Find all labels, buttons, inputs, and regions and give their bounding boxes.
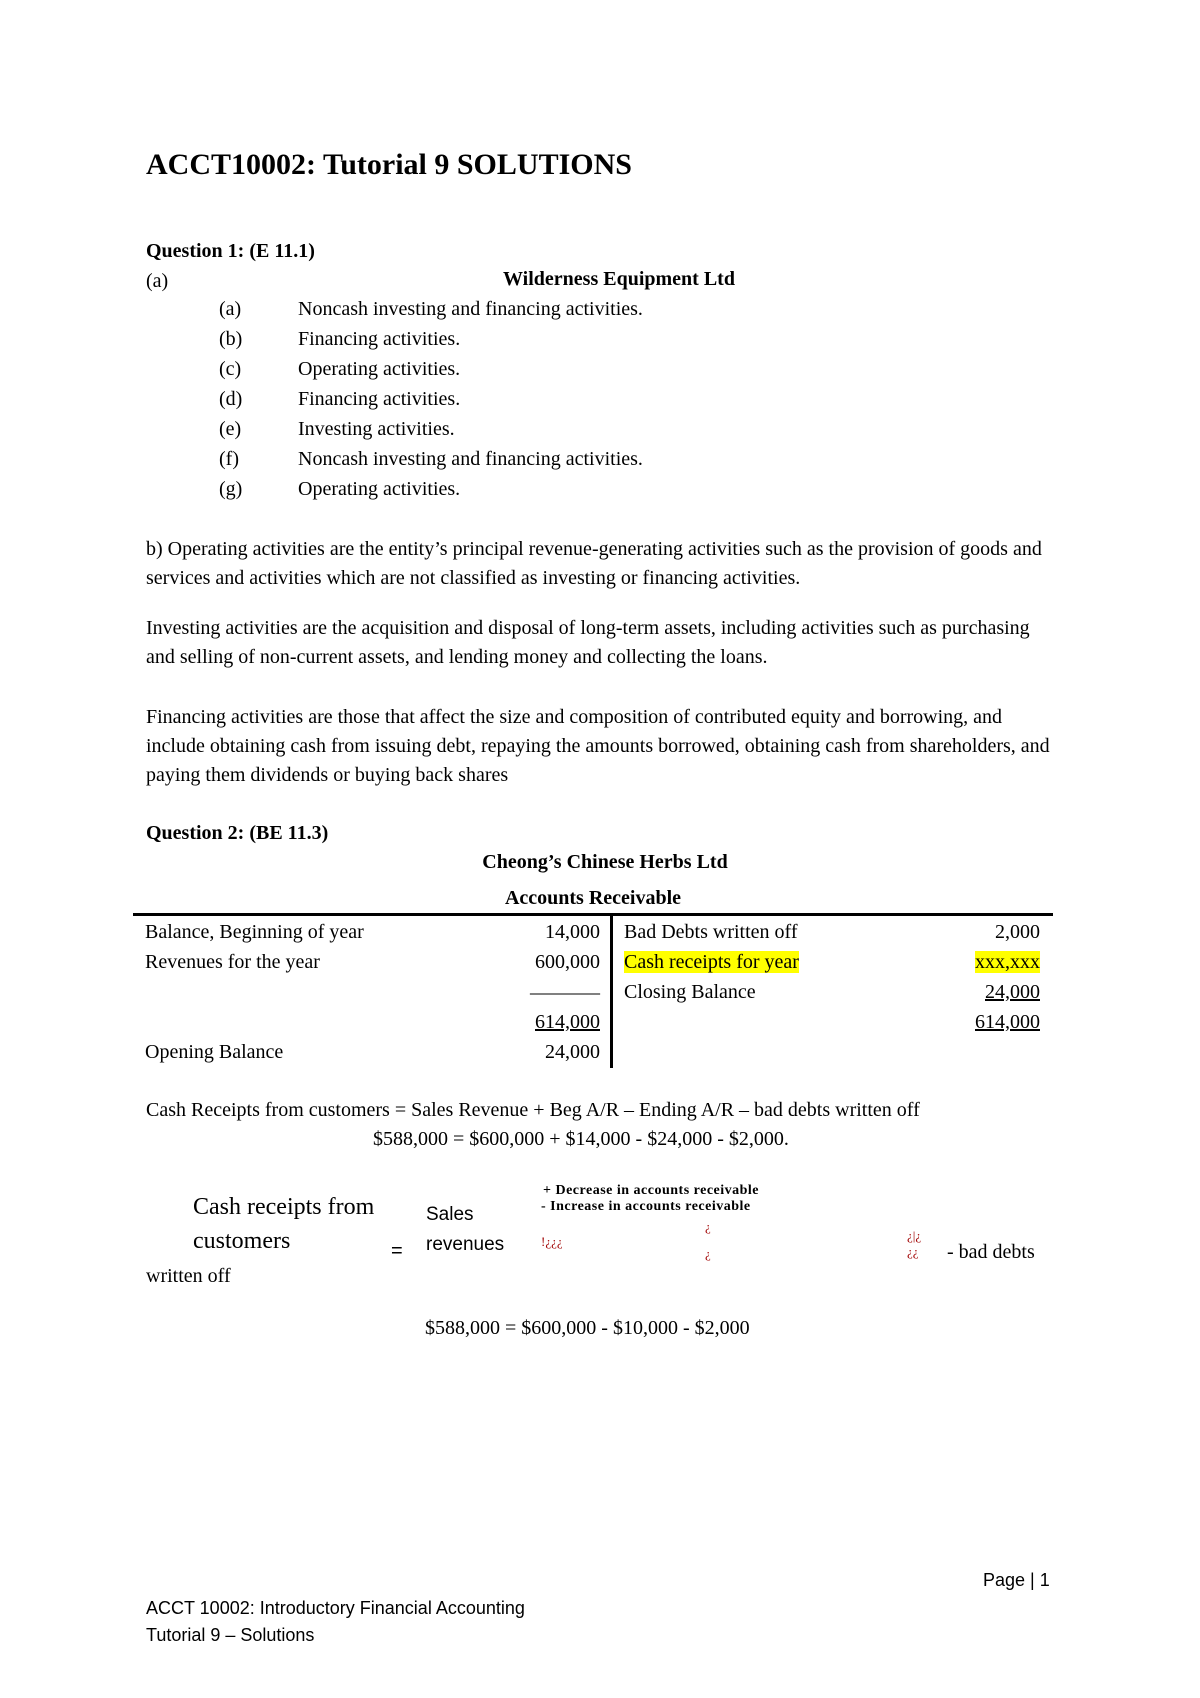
list-item-letter: (g) [219,478,243,500]
debit-amount-rule: _______ [530,975,600,997]
investing-activities-paragraph: Investing activities are the acquisition and disposal of long-term assets, including activities such as purchasing and selling of non-current assets, and lending money and collecting the loans. [146,617,1030,668]
credit-total: 614,000 [975,1011,1040,1033]
list-item-letter: (e) [219,418,242,440]
list-item-text: Noncash investing and financing activities. [298,298,643,320]
page-title: ACCT10002: Tutorial 9 SOLUTIONS [146,148,632,181]
formula-sales-line-2: revenues [426,1234,505,1255]
list-item-letter: (f) [219,448,239,470]
credit-amount: 24,000 [985,981,1040,1003]
page-number: Page | 1 [983,1570,1050,1590]
formula-bad-debts: - bad debts [947,1241,1035,1263]
debit-amount: 14,000 [545,921,600,943]
formula-glyphs: ¿¿ [907,1244,919,1259]
operating-activities-paragraph: b) Operating activities are the entity’s principal revenue-generating activities such as the provision of goods and services and activities which are not classified as investing or financing activities. [146,538,1042,589]
list-item-text: Operating activities. [298,358,461,380]
list-item-letter: (b) [219,328,243,350]
credit-amount-highlighted [975,951,1040,974]
t-account-title: Accounts Receivable [504,887,682,909]
credit-amount: 2,000 [995,921,1040,943]
list-item-text: Financing activities. [298,328,461,350]
formula-minus-label: - Increase in accounts receivable [541,1199,751,1214]
list-item-letter: (d) [219,388,243,410]
t-account [133,913,1053,1068]
list-item-text: Financing activities. [298,388,461,410]
t-account-center-rule [610,913,613,1068]
credit-label: Closing Balance [624,981,756,1003]
list-item [0,418,1200,448]
formula-glyphs: ¿ [705,1246,711,1261]
list-item [0,358,1200,388]
footer-subtitle: Tutorial 9 – Solutions [146,1625,315,1645]
final-calculation: $588,000 = $600,000 - $10,000 - $2,000 [425,1317,750,1339]
question-1-part-a-label: (a) [146,270,169,292]
question-1-heading: Question 1: (E 11.1) [146,240,315,262]
credit-label-highlighted [624,951,799,974]
list-item [0,478,1200,508]
cash-receipts-formula: Cash Receipts from customers = Sales Revenue + Beg A/R – Ending A/R – bad debts written off [146,1099,920,1121]
formula-equals: = [391,1240,403,1262]
list-item-text: Noncash investing and financing activities. [298,448,643,470]
formula-lhs-line-2: customers [193,1228,291,1254]
list-item [0,298,1200,328]
list-item-text: Investing activities. [298,418,455,440]
list-item [0,388,1200,418]
highlight: xxx,xxx [975,951,1040,973]
question-2-company: Cheong’s Chinese Herbs Ltd [482,851,728,873]
debit-label: Opening Balance [145,1041,284,1063]
formula-written-off: written off [146,1265,231,1287]
cash-receipts-calculation: $588,000 = $600,000 + $14,000 - $24,000 - $2,000. [373,1128,789,1150]
list-item [0,448,1200,478]
financing-activities-paragraph: Financing activities are those that affect the size and composition of contributed equity and borrowing, and include obtaining cash from issuing debt, repaying the amounts borrowed, obtaining cash from shareholders, and paying them dividends or buying back shares [146,706,1050,786]
formula-lhs-line-1: Cash receipts from [193,1194,375,1220]
debit-label: Balance, Beginning of year [145,921,364,943]
footer-course: ACCT 10002: Introductory Financial Accounting [146,1598,525,1618]
question-1-company: Wilderness Equipment Ltd [503,268,735,290]
debit-amount: 600,000 [535,951,600,973]
credit-label: Bad Debts written off [624,921,798,943]
debit-amount: 24,000 [545,1041,600,1063]
debit-total: 614,000 [535,1011,600,1033]
formula-glyphs: ¿ [705,1219,711,1234]
debit-label: Revenues for the year [145,951,320,973]
list-item-text: Operating activities. [298,478,461,500]
formula-plus-label: + Decrease in accounts receivable [543,1183,760,1198]
list-item-letter: (c) [219,358,242,380]
formula-sales-line-1: Sales [426,1204,474,1225]
formula-glyphs: ¿|¿ [907,1228,922,1243]
formula-glyphs: !¿¿¿ [541,1234,563,1249]
highlight: Cash receipts for year [624,951,799,973]
question-2-heading: Question 2: (BE 11.3) [146,822,329,844]
list-item [0,328,1200,358]
t-account-top-rule [133,913,1053,916]
list-item-letter: (a) [219,298,242,320]
